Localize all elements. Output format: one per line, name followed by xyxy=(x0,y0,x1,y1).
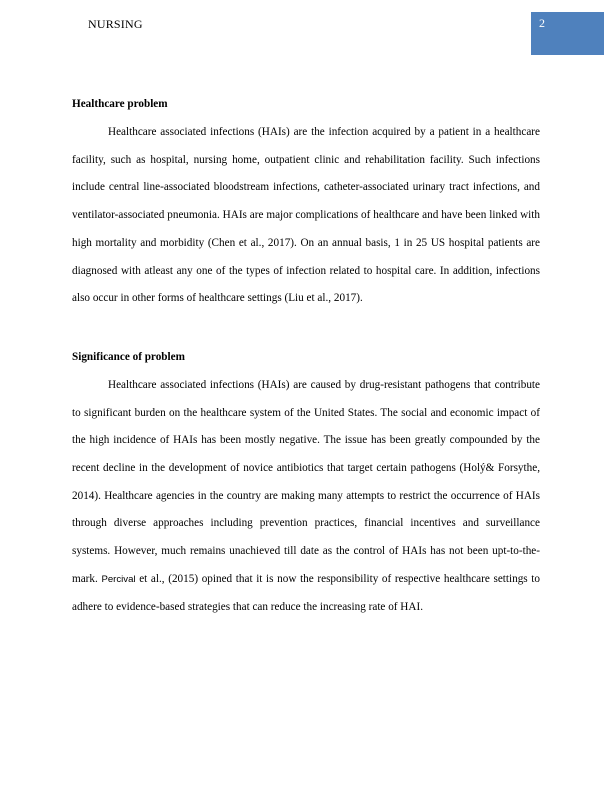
paragraph-significance xyxy=(72,372,540,621)
document-body xyxy=(72,96,540,621)
paragraph-significance-part1: Healthcare associated infections (HAIs) are caused by drug-resistant pathogens that contribute to significant burden on the healthcare system of the United States. The social and economic impact of the high incidence of HAIs has been mostly negative. The issue has been greatly compounded by the recent decline in the development of novice antibiotics that target certain pathogens (Holý& Forsythe, 2014). Healthcare agencies in the country are making many attempts to restrict the occurrence of HAIs through diverse approaches including prevention practices, financial incentives and surveillance systems. However, much remains unachieved till date as the control of HAIs has not been upt-to-the-mark. xyxy=(72,378,540,585)
page-number-box xyxy=(531,12,604,55)
paragraph-healthcare-problem: Healthcare associated infections (HAIs) are the infection acquired by a patient in a healthcare facility, such as hospital, nursing home, outpatient clinic and rehabilitation facility. Such infections include central line-associated bloodstream infections, catheter-associated urinary tract infections, and ventilator-associated pneumonia. HAIs are major complications of healthcare and have been linked with high mortality and morbidity (Chen et al., 2017). On an annual basis, 1 in 25 US hospital patients are diagnosed with atleast any one of the types of infection related to hospital care. In addition, infections also occur in other forms of healthcare settings (Liu et al., 2017). xyxy=(72,126,540,305)
running-head: NURSING xyxy=(88,17,143,31)
section-heading-healthcare-problem: Healthcare problem xyxy=(72,98,168,110)
page-number: 2 xyxy=(539,16,545,30)
citation-author: Percival xyxy=(101,573,136,585)
paragraph-significance-part2: et al., (2015) opined that it is now the responsibility of respective healthcare settings to adhere to evidence-based strategies that can reduce the increasing rate of HAI. xyxy=(72,572,540,613)
section-heading-significance: Significance of problem xyxy=(72,350,185,363)
